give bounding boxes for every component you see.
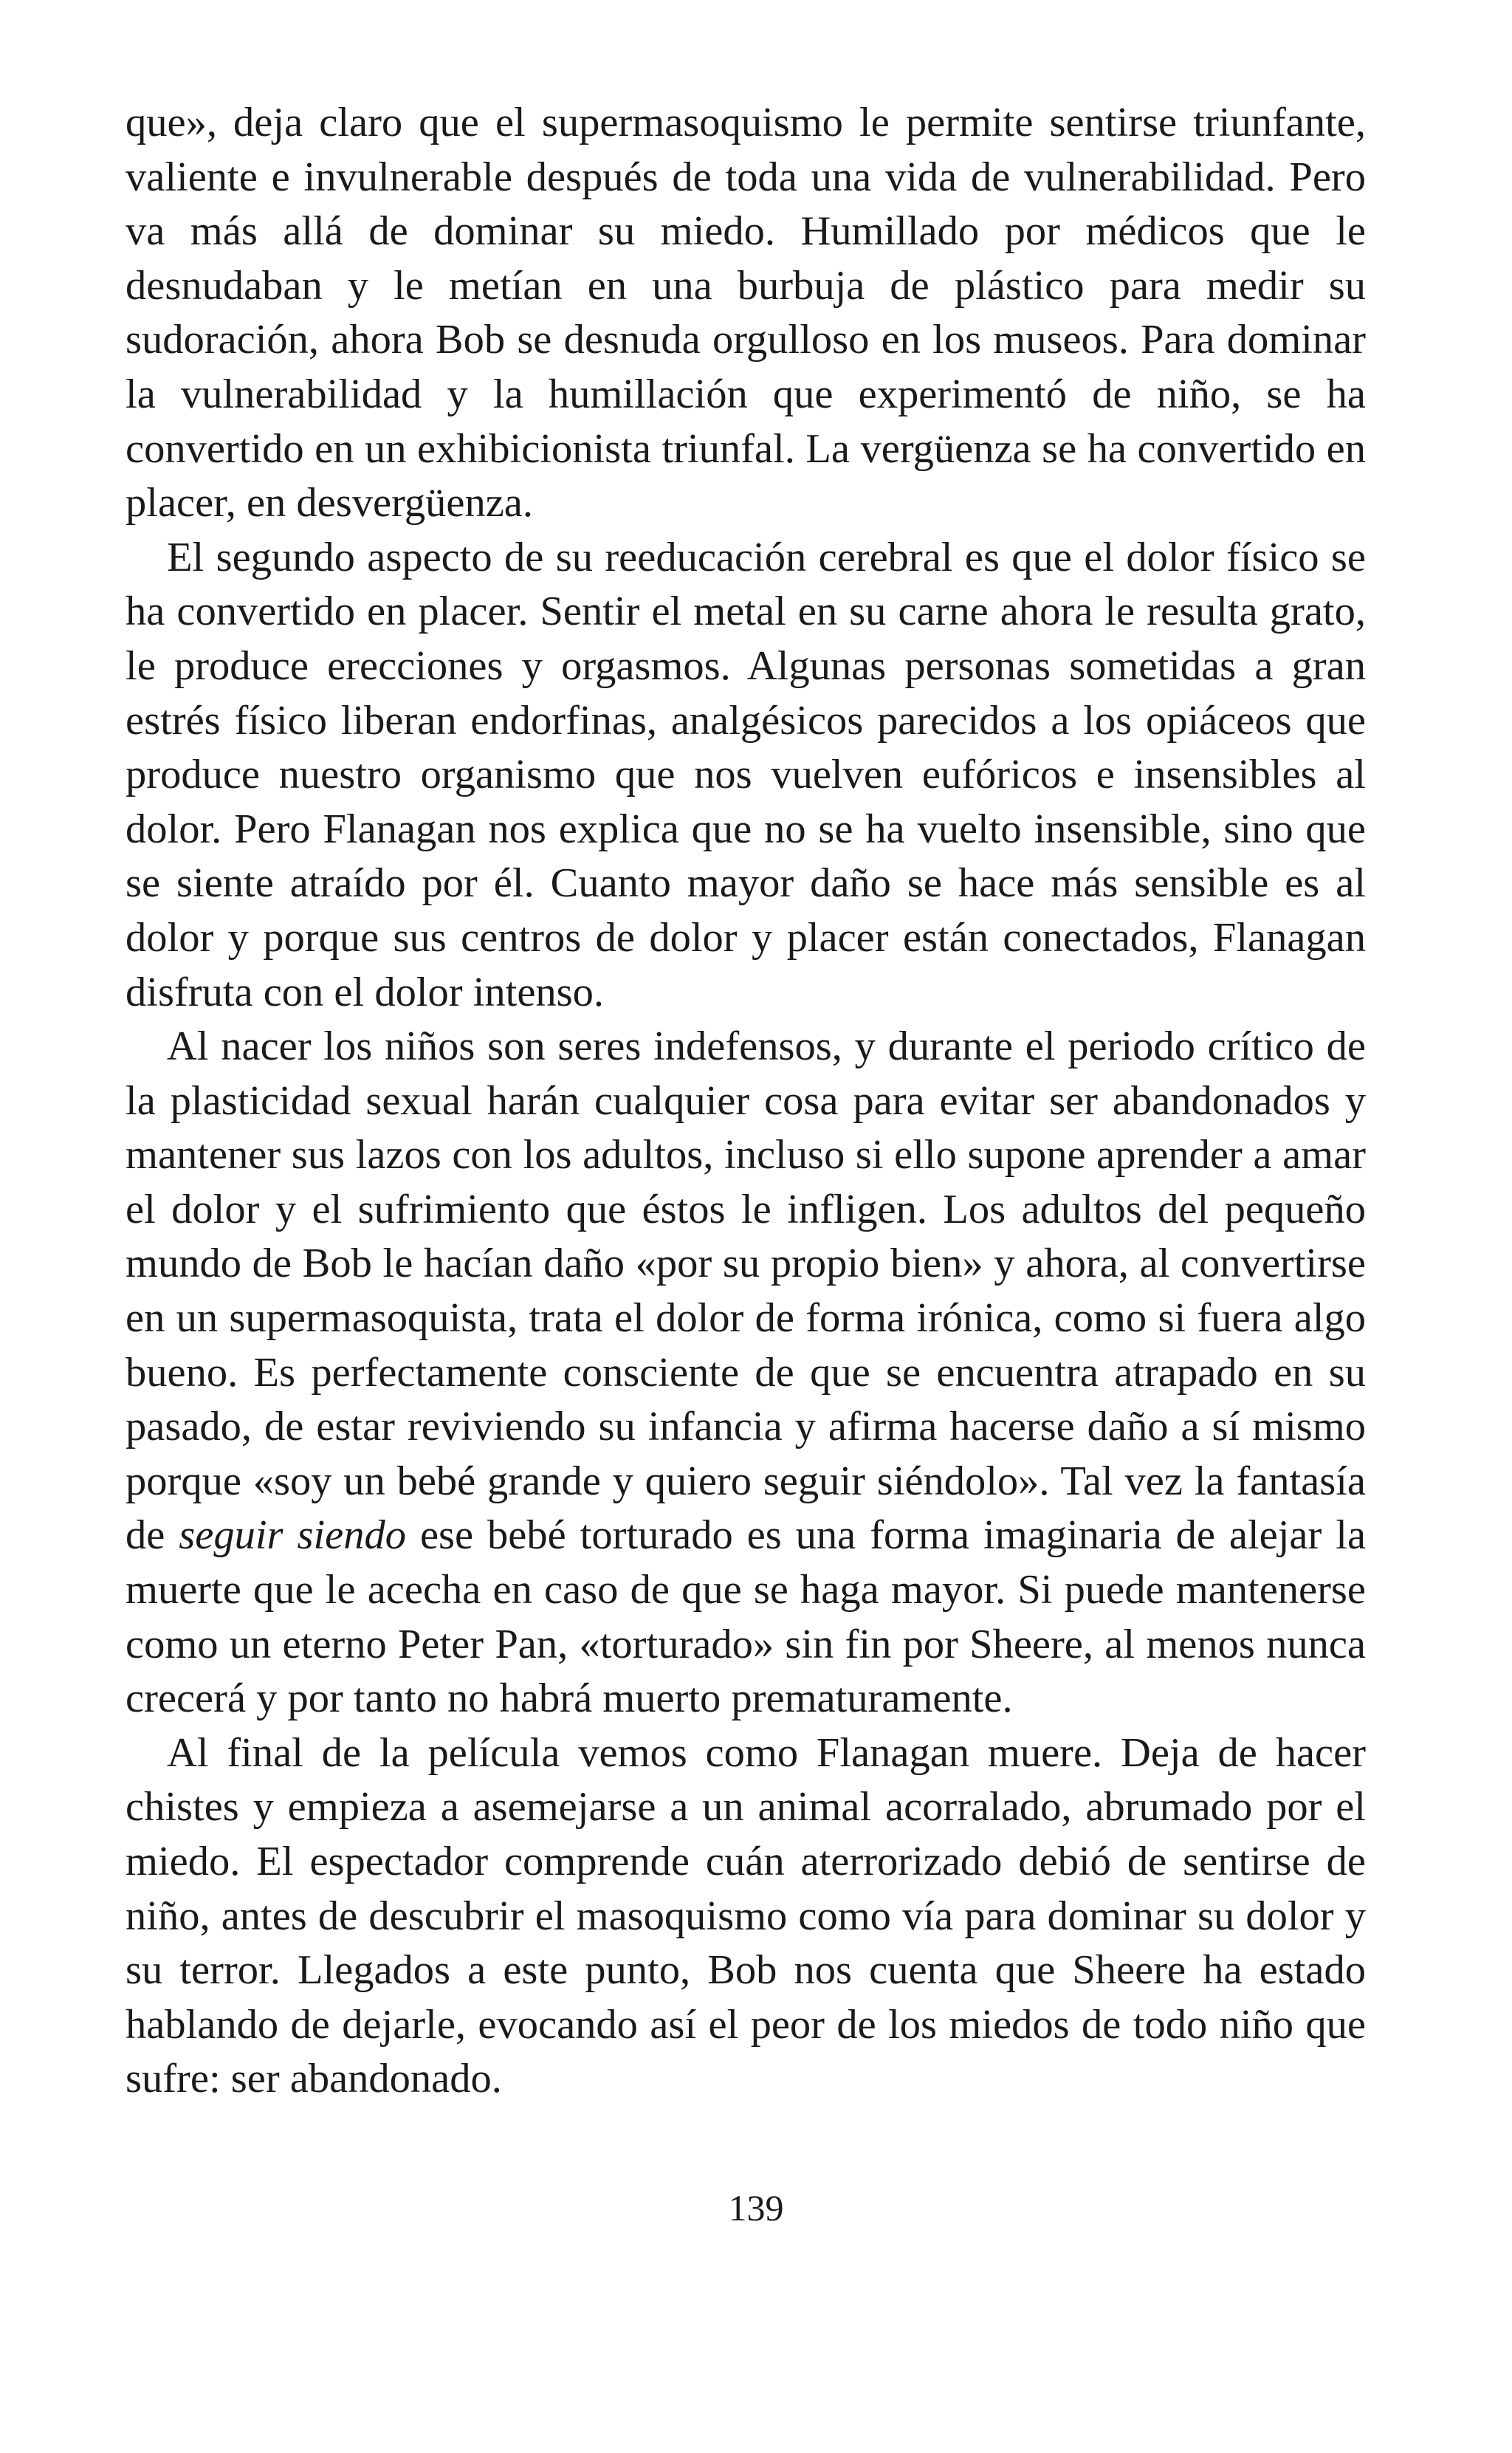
paragraph-1 [126,96,1366,531]
paragraph-3-text-b: ese bebé torturado es una forma imaginaria de alejar la muerte que le acecha en caso de que se haga mayor. Si puede mantenerse como un eterno Peter Pan, «torturado» sin fin por Sheere, al menos nunca crecerá y por tanto no habrá muerto prematuramente. [126,1512,1367,1722]
paragraph-4 [126,1726,1366,2107]
paragraph-2 [126,531,1366,1020]
paragraph-2-text: El segundo aspecto de su reeducación cerebral es que el dolor físico se ha convertido en placer. Sentir el metal en su carne ahora le resulta grato, le produce erecciones y orgasmos. Algunas personas sometidas a gran estrés físico liberan endorfinas, analgésicos parecidos a los opiáceos que produce nuestro organismo que nos vuelven eufóricos e insensibles al dolor. Pero Flanagan nos explica que no se ha vuelto insensible, sino que se siente atraído por él. Cuanto mayor daño se hace más sensible es al dolor y porque sus centros de dolor y placer están conectados, Flanagan disfruta con el dolor intenso. [126,534,1366,1015]
page-number: 139 [728,2187,784,2229]
paragraph-3 [126,1020,1366,1726]
paragraph-4-text: Al final de la película vemos como Flanagan muere. Deja de hacer chistes y empieza a asemejarse a un animal acorralado, abrumado por el miedo. El espectador comprende cuán aterrorizado debió de sentirse de niño, antes de descubrir el masoquismo como vía para dominar su dolor y su terror. Llegados a este punto, Bob nos cuenta que Sheere ha estado hablando de dejarle, evocando así el peor de los miedos de todo niño que sufre: ser abandonado. [126,1729,1366,2102]
paragraph-3-text-a: Al nacer los niños son seres indefensos, y durante el periodo crítico de la plasticidad sexual harán cualquier cosa para evitar ser abandonados y mantener sus lazos con los adultos, incluso si ello supone aprender a amar el dolor y el sufrimiento que éstos le infligen. Los adultos del pequeño mundo de Bob le hacían daño «por su propio bien» y ahora, al convertirse en un supermasoquista, trata el dolor de forma irónica, como si fuera algo bueno. Es perfectamente consciente de que se encuentra atrapado en su pasado, de estar reviviendo su infancia y afirma hacerse daño a sí mismo porque «soy un bebé grande y quiero seguir siéndolo». Tal vez la fantasía de [126,1023,1366,1559]
paragraph-3-italic-phrase: seguir siendo [179,1512,406,1559]
paragraph-1-text: que», deja claro que el supermasoquismo le permite sentirse triunfante, valiente e invulnerable después de toda una vida de vulnerabilidad. Pero va más allá de dominar su miedo. Humillado por médicos que le desnudaban y le metían en una burbuja de plástico para medir su sudoración, ahora Bob se desnuda orgulloso en los museos. Para dominar la vulnerabilidad y la humillación que experimentó de niño, se ha convertido en un exhibicionista triunfal. La vergüenza se ha convertido en placer, en desvergüenza. [126,100,1366,526]
body-text [126,96,1366,2107]
